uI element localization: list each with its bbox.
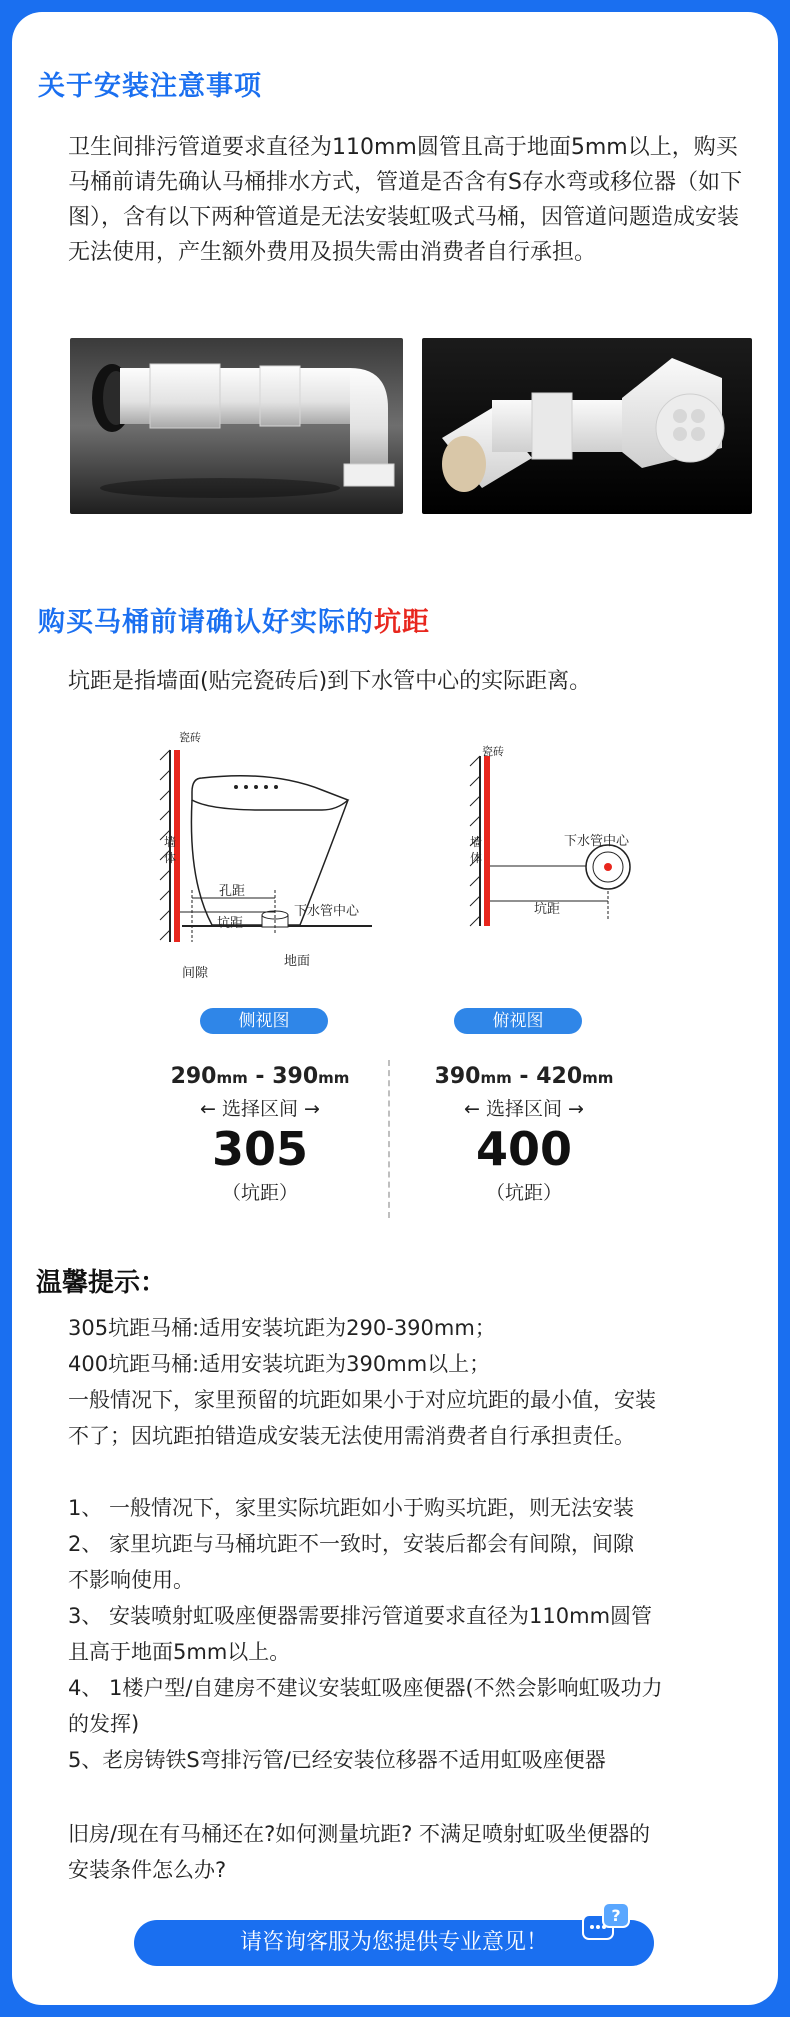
right-range-min: 390 xyxy=(434,1064,481,1089)
tip-line: 4、 1楼户型/自建房不建议安装虹吸座便器(不然会影响虹吸功力 xyxy=(68,1676,663,1700)
label-hole-distance: 孔距 xyxy=(219,884,246,899)
right-range xyxy=(404,1064,644,1089)
right-pit-label: （坑距） xyxy=(485,1182,562,1204)
pit-title-highlight: 坑距 xyxy=(374,607,430,638)
left-pit-value: 305 xyxy=(211,1122,309,1176)
right-range-max: 420 xyxy=(536,1064,583,1089)
left-pit-label: （坑距） xyxy=(221,1182,298,1204)
left-select-range: ← 选择区间 → xyxy=(200,1098,320,1120)
tip-line: 旧房/现在有马桶还在?如何测量坑距? 不满足喷射虹吸坐便器的 xyxy=(68,1822,651,1846)
tip-line: 安装条件怎么办? xyxy=(68,1858,227,1882)
right-range-max-unit: mm xyxy=(582,1069,614,1087)
tip-line: 不了；因坑距拍错造成安装无法使用需消费者自行承担责任。 xyxy=(68,1424,635,1448)
right-select-label: 选择区间 xyxy=(485,1098,562,1120)
tip-line: 不影响使用。 xyxy=(68,1568,194,1592)
left-range-max: 390 xyxy=(272,1064,319,1089)
label-drain-center-right: 下水管中心 xyxy=(564,834,630,849)
left-range-max-unit: mm xyxy=(318,1069,350,1087)
tip-line: 一般情况下，家里预留的坑距如果小于对应坑距的最小值，安装 xyxy=(68,1388,656,1412)
left-range-min: 290 xyxy=(170,1064,217,1089)
right-range-dash: - xyxy=(511,1064,537,1089)
label-gap: 间隙 xyxy=(182,966,209,981)
left-select-label: 选择区间 xyxy=(221,1098,298,1120)
right-pit-value: 400 xyxy=(475,1122,573,1176)
label-wall-left: 墙体 xyxy=(164,835,177,865)
tip-line: 1、 一般情况下，家里实际坑距如小于购买坑距，则无法安装 xyxy=(68,1496,635,1520)
tips-title: 温馨提示： xyxy=(36,1268,167,1298)
label-wall-right: 墙体 xyxy=(470,835,483,865)
section-title-pit-distance xyxy=(38,600,430,639)
right-select-range: ← 选择区间 → xyxy=(464,1098,584,1120)
content-card xyxy=(12,12,778,2005)
label-tile-left: 瓷砖 xyxy=(179,731,201,744)
label-drain-center-left: 下水管中心 xyxy=(294,904,360,919)
s-trap-pipe-photo xyxy=(70,338,403,514)
tip-line: 且高于地面5mm以上。 xyxy=(68,1640,291,1664)
tip-line: 2、 家里坑距与马桶坑距不一致时，安装后都会有间隙，间隙 xyxy=(68,1532,635,1556)
label-pit-distance-left: 坑距 xyxy=(217,916,244,931)
tip-line: 3、 安装喷射虹吸座便器需要排污管道要求直径为110mm圆管 xyxy=(68,1604,653,1628)
left-range xyxy=(140,1064,380,1089)
left-range-dash: - xyxy=(247,1064,273,1089)
chat-question-icon[interactable] xyxy=(581,1901,633,1953)
tip-line: 305坑距马桶:适用安装坑距为290-390mm； xyxy=(68,1316,496,1340)
consult-service-button[interactable]: 请咨询客服为您提供专业意见！ xyxy=(134,1920,654,1966)
tip-line: 的发挥) xyxy=(68,1712,140,1736)
right-range-min-unit: mm xyxy=(480,1069,512,1087)
options-divider xyxy=(388,1060,390,1218)
tip-line: 400坑距马桶:适用安装坑距为390mm以上； xyxy=(68,1352,491,1376)
label-pit-distance-right: 坑距 xyxy=(534,902,561,917)
label-tile-right: 瓷砖 xyxy=(482,745,504,758)
pit-distance-desc: 坑距是指墙面(贴完瓷砖后)到下水管中心的实际距离。 xyxy=(68,669,592,694)
top-view-label: 俯视图 xyxy=(454,1008,582,1034)
shifter-pipe-photo xyxy=(422,338,752,514)
install-notes-text: 卫生间排污管道要求直径为110mm圆管且高于地面5mm以上，购买马桶前请先确认马桶排水方式，管道是否含有S存水弯或移位器（如下图），含有以下两种管道是无法安装虹吸式马桶，因管道问题造成安装无法使用，产生额外费用及损失需由消费者自行承担。 xyxy=(68,135,742,265)
section-title-install-notes: 关于安装注意事项 xyxy=(38,71,262,102)
tip-line: 5、老房铸铁S弯排污管/已经安装位移器不适用虹吸座便器 xyxy=(68,1748,606,1772)
svg-text:?: ? xyxy=(611,1906,621,1925)
label-floor: 地面 xyxy=(284,954,311,969)
pit-title-main: 购买马桶前请确认好实际的 xyxy=(38,607,374,638)
left-range-min-unit: mm xyxy=(216,1069,248,1087)
side-view-diagram xyxy=(152,730,412,950)
side-view-label: 侧视图 xyxy=(200,1008,328,1034)
